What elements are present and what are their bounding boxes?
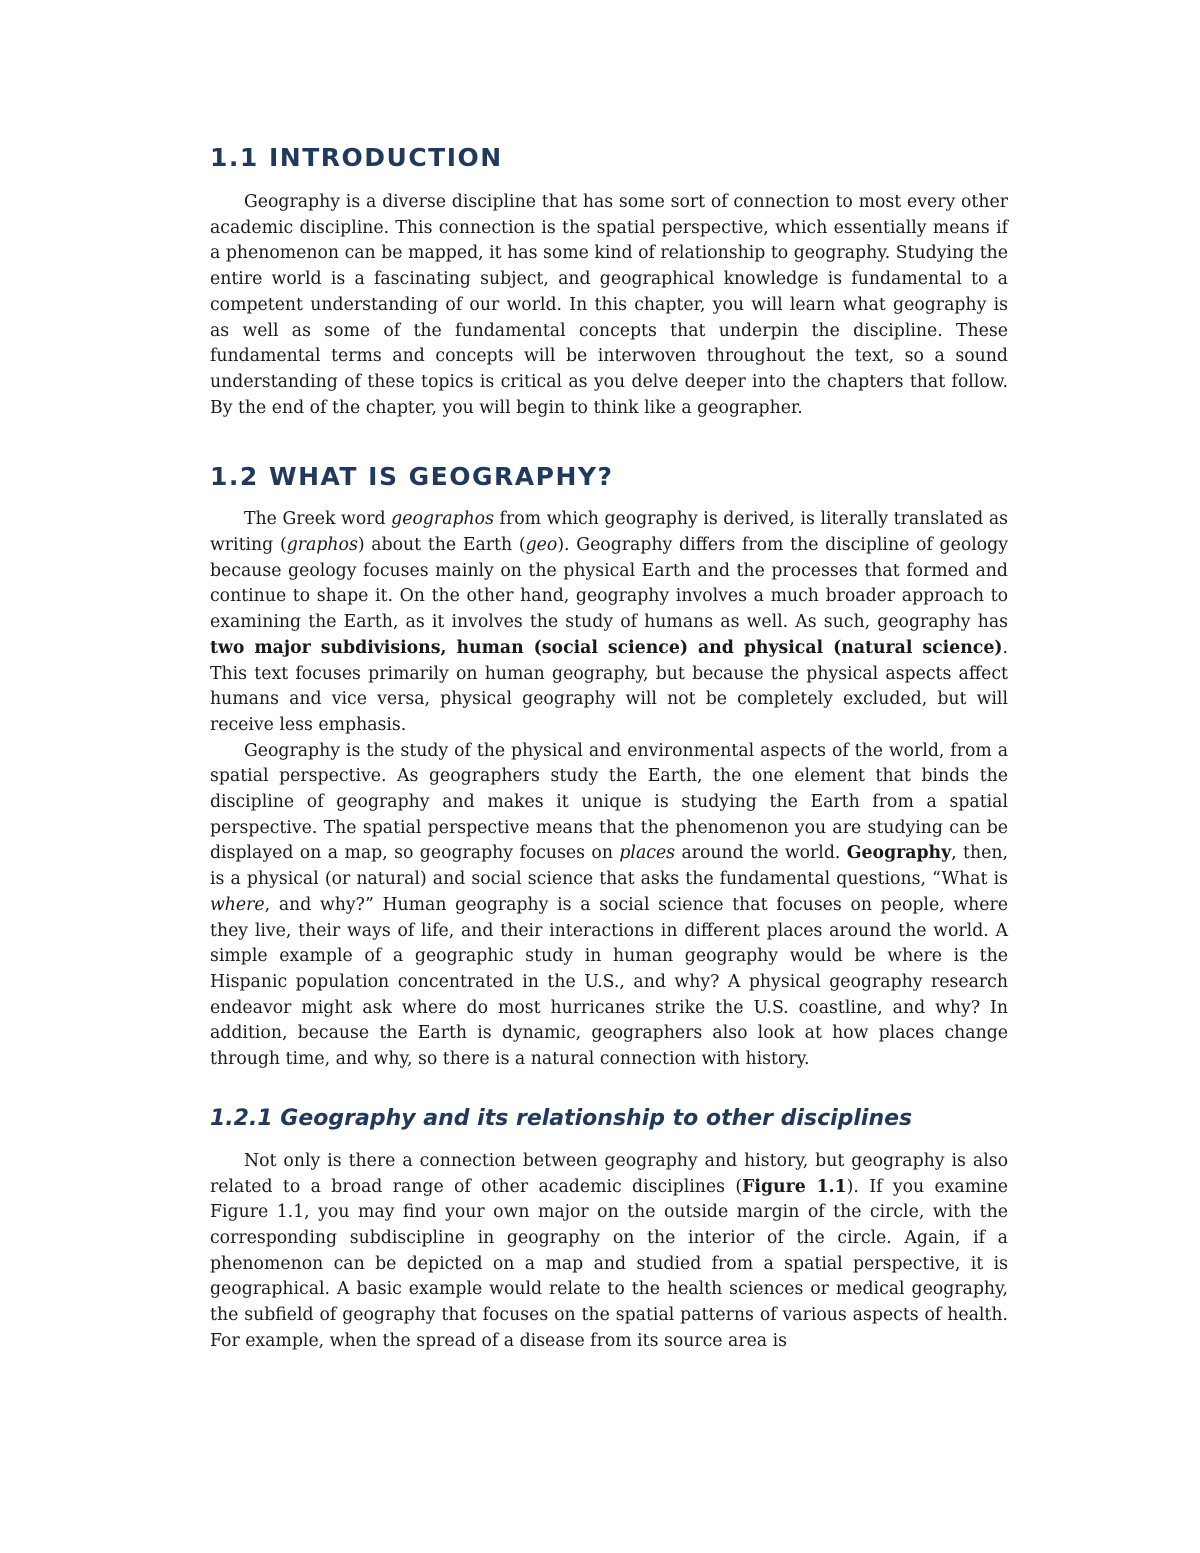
text-run: ) about the Earth (	[357, 535, 526, 556]
italic-term-where: where	[210, 894, 265, 915]
section-heading-what-is-geography: 1.2 WHAT IS GEOGRAPHY?	[210, 462, 614, 492]
italic-term-graphos: graphos	[286, 535, 358, 556]
text-run: ). If you examine Figure 1.1, you may find your own major on the outside margin of the circle, with the corresponding subdiscipline in geography on the interior of the circle. Again, if a phenomenon can be depicted on a map and studied from a spatial perspective, it is geographical. A basic example would relate to the health sciences or medical geography, the subfield of geography that focuses on the spatial patterns of various aspects of health. For example, when the spread of a disease from its source area is	[210, 1176, 1009, 1351]
figure-reference: Figure 1.1	[742, 1176, 847, 1197]
italic-term-geographos: geographos	[391, 509, 494, 530]
text-run: around the world.	[675, 843, 847, 864]
text-run: Geography is the study of the physical and environmental aspects of the world, from a spatial perspective. As geographers study the Earth, the one element that binds the discipline of geography and makes it unique is studying the Earth from a spatial perspective. The spatial perspective means that the phenomenon you are studying can be displayed on a map, so geography focuses on	[210, 740, 1008, 864]
subsection-heading-relationship: 1.2.1 Geography and its relationship to other disciplines	[210, 1105, 913, 1131]
text-run: from which geography is derived, is literally translated as writing (	[210, 509, 1009, 556]
text-run: ). Geography differs from the discipline of geology because geology focuses mainly on the physical Earth and the processes that formed and continue to shape it. On the other hand, geography involves a much broader approach to examining the Earth, as it involves the study of humans as well. As such, geography has	[210, 535, 1008, 633]
document-page	[210, 140, 1008, 1354]
what-is-geography-paragraph-2	[210, 739, 1008, 1073]
italic-term-places: places	[619, 843, 676, 864]
text-run: The Greek word	[244, 509, 392, 530]
section-heading-introduction: 1.1 INTRODUCTION	[210, 143, 503, 172]
what-is-geography-paragraph-1	[210, 507, 1008, 738]
bold-term-subdivisions: two major subdivisions, human (social science) and physical (natural science)	[210, 637, 1003, 658]
text-run: , then, is a physical (or natural) and social science that asks the fundamental questions, “What is	[210, 843, 1008, 890]
text-run: , and why?” Human geography is a social science that focuses on people, where they live, their ways of life, and their interactions in different places around the world. A simple example of a geographic study in human geography would be where is the Hispanic population concentrated in the U.S., and why? A physical geography research endeavor might ask where do most hurricanes strike the U.S. coastline, and why? In addition, because the Earth is dynamic, geographers also look at how places change through time, and why, so there is a natural connection with history.	[210, 894, 1008, 1070]
relationship-paragraph	[210, 1149, 1008, 1355]
text-run: . This text focuses primarily on human geography, but because the physical aspects affect humans and vice versa, physical geography will not be completely excluded, but will receive less emphasis.	[210, 637, 1008, 735]
bold-term-geography: Geography	[846, 843, 952, 864]
text-run: Not only is there a connection between geography and history, but geography is also related to a broad range of other academic disciplines (	[210, 1150, 1008, 1197]
introduction-paragraph: Geography is a diverse discipline that has some sort of connection to most every other academic discipline. This connection is the spatial perspective, which essentially means if a phenomenon can be mapped, it has some kind of relationship to geography. Studying the entire world is a fascinating subject, and geographical knowledge is fundamental to a competent understanding of our world. In this chapter, you will learn what geography is as well as some of the fundamental concepts that underpin the discipline. These fundamental terms and concepts will be interwoven throughout the text, so a sound understanding of these topics is critical as you delve deeper into the chapters that follow. By the end of the chapter, you will begin to think like a geographer.	[210, 192, 1008, 418]
italic-term-geo: geo	[525, 535, 558, 556]
